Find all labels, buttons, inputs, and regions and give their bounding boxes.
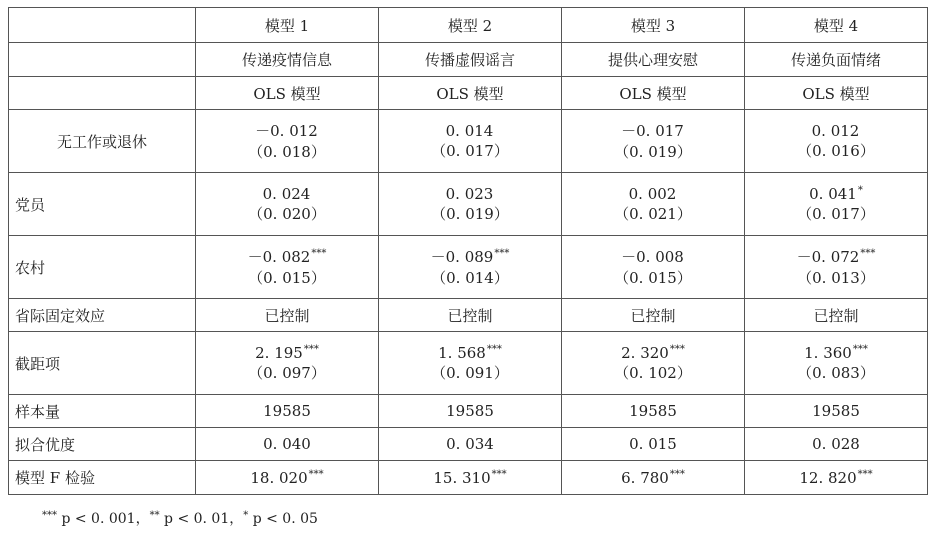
standard-error: （0. 091） [431,363,509,382]
row-label: 农村 [9,236,196,299]
coef-value: 2. 195 [255,343,303,362]
coef-value: 0. 014 [445,121,494,140]
coef-value: 0. 023 [445,184,494,203]
standard-error: （0. 015） [248,269,326,287]
significance-stars: *** [857,468,873,480]
fixed-effects-value: 已控制 [562,299,745,332]
row-label: 党员 [9,173,196,236]
row-label: 截距项 [9,332,196,395]
header-row-outcomes [9,43,928,77]
f-test-cell [562,461,745,495]
standard-error: （0. 083） [797,363,875,382]
header-corner-cell [9,8,196,43]
method-1: OLS 模型 [196,77,379,110]
method-4: OLS 模型 [745,77,928,110]
significance-stars: *** [486,343,502,355]
note-stars-3: *** [42,510,57,521]
significance-stars: *** [491,468,507,480]
note-stars-1: * [243,510,249,521]
coef-value: －0. 012 [255,122,318,140]
coef-value: 0. 041 [809,184,857,203]
standard-error: （0. 016） [797,141,875,160]
coef-cell [745,332,928,395]
row-label: 样本量 [9,395,196,428]
method-2: OLS 模型 [379,77,562,110]
coef-value: 2. 320 [621,343,669,362]
significance-stars: *** [311,248,327,259]
regression-table [8,7,928,495]
coef-value: －0. 017 [621,122,684,140]
significance-stars: *** [669,343,685,355]
coef-cell [562,236,745,299]
coef-cell [745,236,928,299]
note-text-3: p < 0. 001， [57,511,150,527]
r-squared-value: 0. 015 [562,428,745,461]
standard-error: （0. 102） [614,363,692,382]
r-squared-row [9,428,928,461]
fixed-effects-value: 已控制 [745,299,928,332]
coef-cell [379,173,562,236]
outcome-1: 传递疫情信息 [196,43,379,77]
table-row [9,236,928,299]
coef-cell [745,173,928,236]
fixed-effects-value: 已控制 [379,299,562,332]
table-row [9,173,928,236]
r-squared-value: 0. 028 [745,428,928,461]
intercept-row [9,332,928,395]
standard-error: （0. 017） [797,204,875,223]
sample-size-value: 19585 [379,395,562,428]
method-3: OLS 模型 [562,77,745,110]
f-test-cell [196,461,379,495]
coef-cell [196,110,379,173]
r-squared-value: 0. 034 [379,428,562,461]
header-corner-cell [9,77,196,110]
coef-cell [196,236,379,299]
header-row-methods [9,77,928,110]
significance-stars: *** [303,343,319,355]
coef-value: 1. 360 [804,343,852,362]
significance-stars: *** [669,468,685,480]
sample-size-value: 19585 [562,395,745,428]
outcome-4: 传递负面情绪 [745,43,928,77]
standard-error: （0. 017） [431,141,509,160]
sample-size-value: 19585 [196,395,379,428]
header-row-models [9,8,928,43]
significance-stars: *** [308,468,324,480]
coef-cell [196,173,379,236]
outcome-3: 提供心理安慰 [562,43,745,77]
sample-size-value: 19585 [745,395,928,428]
header-corner-cell [9,43,196,77]
note-stars-2: ** [149,510,160,521]
standard-error: （0. 014） [431,269,509,287]
outcome-2: 传播虚假谣言 [379,43,562,77]
coef-cell [379,110,562,173]
standard-error: （0. 021） [614,204,692,223]
significance-stars: * [857,184,863,196]
coef-value: －0. 082 [247,248,311,266]
fixed-effects-value: 已控制 [196,299,379,332]
f-test-value: 18. 020 [250,468,308,487]
f-test-value: 12. 820 [799,468,857,487]
significance-stars: *** [860,248,876,259]
note-text-2: p < 0. 01， [159,511,244,527]
coef-value: －0. 089 [430,248,494,266]
significance-notes [42,508,318,528]
row-label: 模型 F 检验 [9,461,196,495]
r-squared-value: 0. 040 [196,428,379,461]
f-test-value: 15. 310 [433,468,491,487]
coef-cell [562,173,745,236]
model-1-label: 模型 1 [196,8,379,43]
fixed-effects-row [9,299,928,332]
coef-cell [562,110,745,173]
coef-value: 0. 002 [628,184,677,203]
standard-error: （0. 097） [248,363,326,382]
coef-value: －0. 008 [621,248,684,266]
standard-error: （0. 020） [248,204,326,223]
model-3-label: 模型 3 [562,8,745,43]
coef-cell [196,332,379,395]
significance-stars: *** [494,248,510,259]
coef-cell [562,332,745,395]
coef-value: 0. 012 [811,121,860,140]
coef-value: 1. 568 [438,343,486,362]
f-test-cell [379,461,562,495]
sample-size-row [9,395,928,428]
standard-error: （0. 019） [431,204,509,223]
coef-cell [379,332,562,395]
f-test-value: 6. 780 [621,468,669,487]
table-row [9,110,928,173]
f-test-cell [745,461,928,495]
row-label: 无工作或退休 [9,110,196,173]
note-text-1: p < 0. 05 [248,511,318,527]
standard-error: （0. 018） [248,143,326,161]
standard-error: （0. 019） [614,143,692,161]
significance-stars: *** [852,343,868,355]
coef-value: 0. 024 [262,184,311,203]
model-2-label: 模型 2 [379,8,562,43]
model-4-label: 模型 4 [745,8,928,43]
coef-cell [745,110,928,173]
standard-error: （0. 015） [614,269,692,287]
coef-cell [379,236,562,299]
coef-value: －0. 072 [796,248,860,266]
f-test-row [9,461,928,495]
row-label: 省际固定效应 [9,299,196,332]
standard-error: （0. 013） [797,269,875,287]
row-label: 拟合优度 [9,428,196,461]
